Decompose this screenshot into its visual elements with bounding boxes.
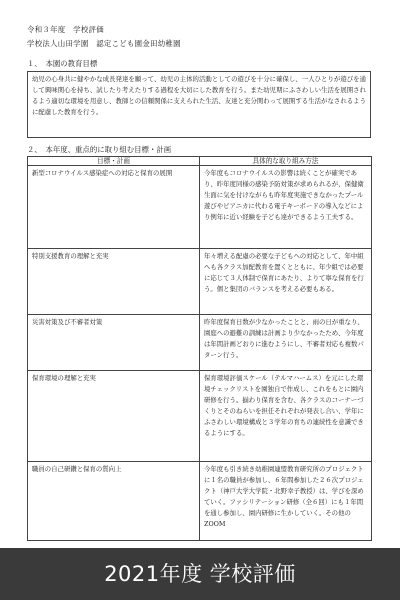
table-cell-method: 昨年度保育日数が少なかったことと、雨の日が重なり、園庭への避難の訓練は計画より少なかったため、今年度は年間計画どおりに進むようにし、不審者対応も複数パターン行う。 [200, 315, 372, 371]
table-row [28, 371, 372, 462]
document-header-school: 学校法人山田学園 認定こども園金田幼稚園 [27, 39, 181, 48]
table-cell-method: 今年度もコロナウイルスの影響は続くことが確実であり、昨年度同様の感染予防対策が求められるが、保健衛生面に気を付けながらも昨年度実施できなかったプール遊びやピアニカに代わる電子キーボードの導入などにより例年に近い経験を子ども達ができるよう工夫する。 [200, 166, 372, 249]
section1-title: １、 本園の教育目標 [27, 59, 98, 68]
table-cell-goal: 職員の自己研鑽と保育の質向上 [28, 462, 200, 541]
goals-plan-table [27, 156, 372, 541]
document-header-title: 令和３年度 学校評価 [27, 25, 104, 34]
table-cell-goal: 新型コロナウイルス感染症への対応と保育の展開 [28, 166, 200, 249]
banner-title: 2021年度 学校評価 [104, 562, 296, 586]
table-cell-goal: 特別支援教育の理解と充実 [28, 249, 200, 315]
section2-title: ２、 本年度、重点的に取り組む目標・計画 [27, 145, 172, 154]
table-row [28, 249, 372, 315]
table-row [28, 462, 372, 541]
table-cell-goal: 保育環境の理解と充実 [28, 371, 200, 462]
table-cell-method: 保育環境評価スケール（テルマハームス）を元にした環境チェックリストを園独自で作成し、これをもとに園内研修を行う。揃わり保育を含む、各クラスのコーナーづくりとそのねらいを担任それぞれが発表し合い、学年にふさわしい環境構成と３学年の育ちの連続性を意識できるようにする。 [200, 371, 372, 462]
table-cell-method: 今年度も引き続き幼稚園連盟教育研究所のプロジェクトに１名の職員が参加し、６年間参加した２６次プロジェクト（神戸大学大学院・北野幸子教授）は、学びを深めていく。ファシリテーション研修（全６回）にも１年間を通し参加し、園内研修に生かしていく。その他のZOOM [200, 462, 372, 541]
table-cell-method: 年々増える配慮の必要な子どもへの対応として、年中組へも各クラス加配教育を置くとともに、年少組では必要に応じて３人体制で保育にあたり、よりて寧な保育を行う。個と集団のバランスを考える必要もある。 [200, 249, 372, 315]
table-header-goal: 目標・計画 [28, 157, 200, 166]
education-goal-box: 幼児の心身共に健やかな成長発達を願って、幼児の主体的活動としての遊びを十分に確保し、一人ひとりが遊びを通して興味関心を持ち、試したり考えたりする過程を大切にした教育を行う。また幼児期にふさわしい生活を展開されるよう適切な環境を用意し、教師との信頼関係に支えられた生活、友達と充分関わって展開する生活がなされるように配慮した教育を行う。 [27, 71, 371, 138]
table-row [28, 166, 372, 249]
table-header-method: 具体的な取り組み方法 [200, 157, 372, 166]
table-row [28, 315, 372, 371]
table-cell-goal: 災害対策及び不審者対策 [28, 315, 200, 371]
table-header-row [28, 157, 372, 166]
